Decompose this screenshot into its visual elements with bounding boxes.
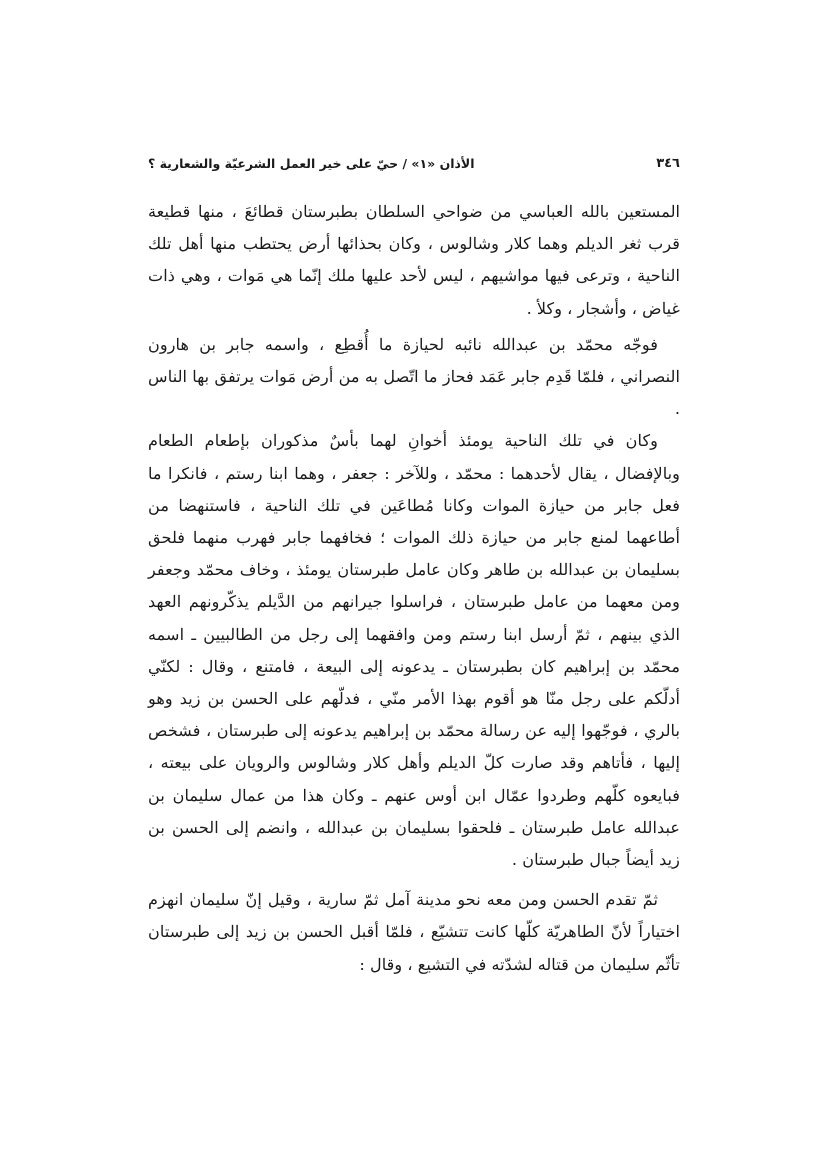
body-text: [148, 196, 680, 981]
page-header: [148, 150, 680, 176]
paragraph: ثمّ تقدم الحسن ومن معه نحو مدينة آمل ثمّ سارية ، وقيل إنّ سليمان انهزم اختياراً لأنّ الطاهريّة كلّها كانت تتشيّع ، فلمّا أقبل الحسن بن زيد إلى طبرستان تأثّم سليمان من قتاله لشدّته في التشيع ، وقال :: [148, 890, 680, 974]
page-number: ٣٤٦: [656, 155, 680, 171]
running-title: الأذان «١» / حيّ على خير العمل الشرعيّة والشعارية ؟: [148, 155, 475, 171]
paragraph: فوجّه محمّد بن عبدالله نائبه لحيازة ما أُقطِع ، واسمه جابر بن هارون النصراني ، فلمّا قَدِم جابر عَمَد فحاز ما اتّصل به من أرض مَوات يرتفق بها الناس .: [148, 334, 680, 419]
paragraph: وكان في تلك الناحية يومئذ أخوانِ لهما بأسٌ مذكوران بإطعام الطعام وبالإفضال ، يقال لأحدهما : محمّد ، وللآخر : جعفر ، وهما ابنا رستم ، فانكرا ما فعل جابر من حيازة الموات وكانا مُطاعَين في تلك الناحية ، فاستنهضا من أطاعهما لمنع جابر من حيازة ذلك الموات ؛ فخافهما جابر فهرب منهما فلحق بسليمان بن عبدالله بن طاهر وكان عامل طبرستان يومئذ ، وخاف محمّد وجعفر ومن معهما من عامل طبرستان ، فراسلوا جيرانهم من الدَّيلم يذكّرونهم العهد الذي بينهم ، ثمّ أرسل ابنا رستم ومن وافقهما إلى رجل من الطالبيين ـ اسمه محمّد بن إبراهيم كان بطبرستان ـ يدعونه إلى البيعة ، فامتنع ، وقال : لكنّي أدلّكم على رجل منّا هو أقوم بهذا الأمر منّي ، فدلّهم على الحسن بن زيد وهو بالري ، فوجّهوا إليه عن رسالة محمّد بن إبراهيم يدعونه إلى طبرستان ، فشخص إليها ، فأتاهم وقد صارت كلّ الديلم وأهل كلار وشالوس والرويان على بيعته ، فبايعوه كلّهم وطردوا عمّال ابن أوس عنهم ـ وكان هذا من عمال سليمان بن عبدالله عامل طبرستان ـ فلحقوا بسليمان بن عبدالله ، وانضم إلى الحسن بن زيد أيضاً جبال طبرستان .: [148, 431, 680, 870]
paragraph: المستعين بالله العباسي من ضواحي السلطان بطبرستان قطائعَ ، منها قطيعة قرب ثغر الديلم وهما كلار وشالوس ، وكان بحذائها أرض يحتطب منها أهل تلك الناحية ، وترعى فيها مواشيهم ، ليس لأحد عليها ملك إنّما هي مَوات ، وهي ذات غياض ، وأشجار ، وكلأ .: [148, 202, 680, 318]
